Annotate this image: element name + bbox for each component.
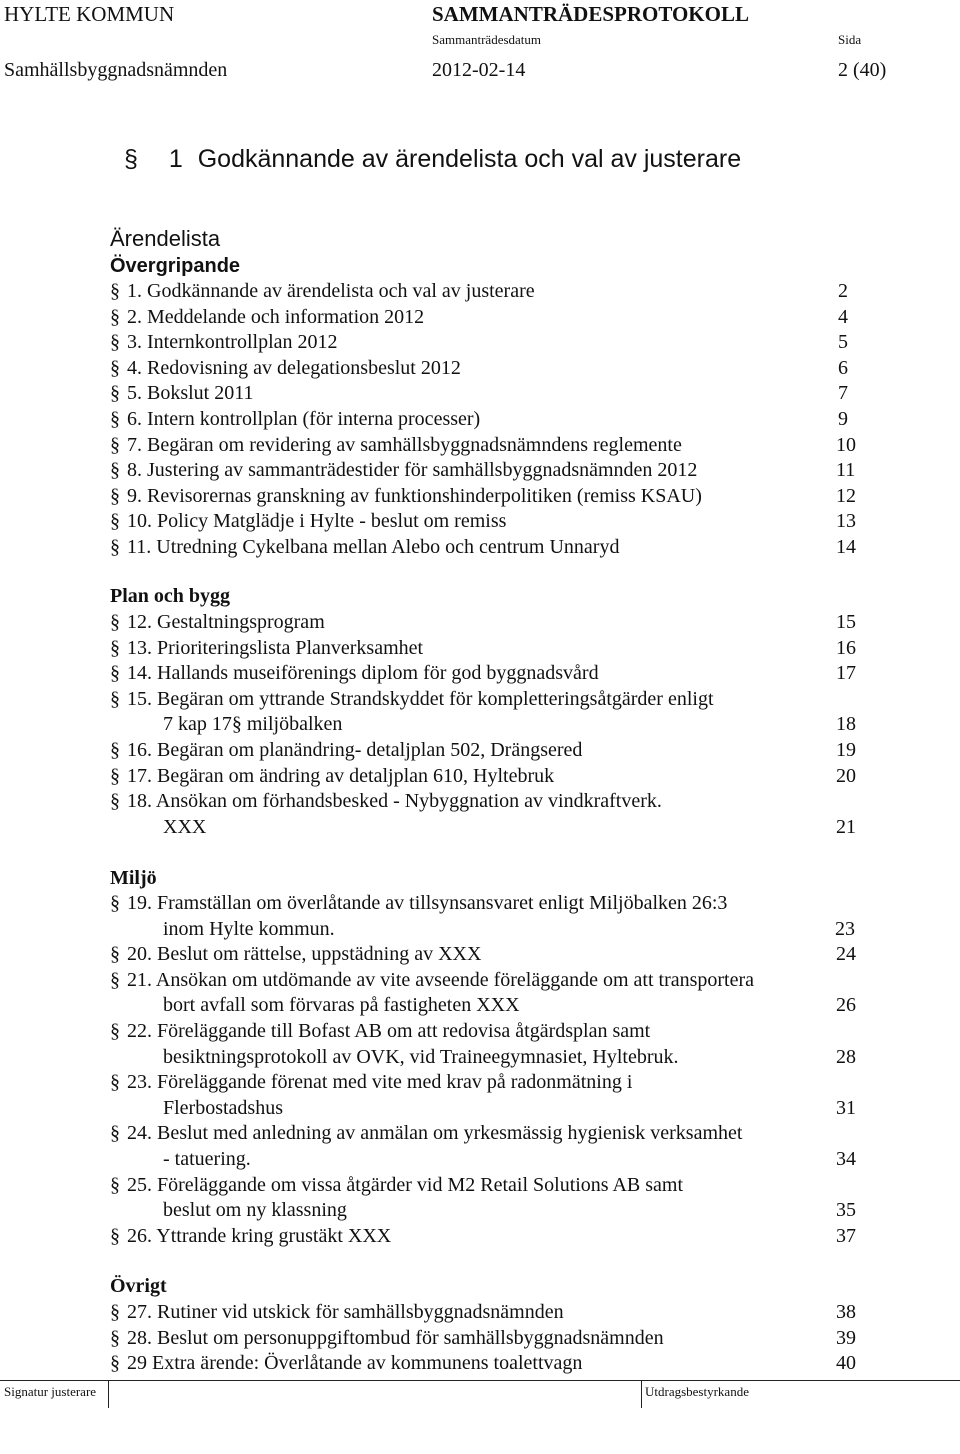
agenda-item-page: 14	[836, 536, 856, 558]
paragraph-symbol: §	[110, 637, 120, 659]
agenda-item-page: 11	[836, 459, 856, 481]
section-title: Godkännande av ärendelista och val av justerare	[197, 145, 742, 173]
agenda-item-row	[0, 968, 960, 993]
paragraph-symbol: §	[110, 1352, 120, 1374]
agenda-item-text: 19. Framställan om överlåtande av tillsynsansvaret enligt Miljöbalken 26:3	[127, 892, 728, 914]
agenda-item-text: 3. Internkontrollplan 2012	[127, 331, 338, 353]
agenda-item-row	[0, 1224, 960, 1249]
agenda-item-text: 10. Policy Matglädje i Hylte - beslut om remiss	[127, 510, 507, 532]
agenda-heading: Ärendelista	[110, 226, 221, 251]
paragraph-symbol: §	[110, 739, 120, 761]
agenda-item-text: 7 kap 17§ miljöbalken	[163, 713, 343, 735]
agenda-item-text: inom Hylte kommun.	[163, 918, 335, 940]
agenda-item-page: 7	[838, 382, 848, 404]
agenda-item-page: 40	[836, 1352, 856, 1374]
paragraph-symbol: §	[110, 357, 120, 379]
agenda-item-text: 28. Beslut om personuppgiftombud för samhällsbyggnadsnämnden	[127, 1327, 664, 1349]
paragraph-symbol: §	[110, 536, 120, 558]
agenda-item-page: 16	[836, 637, 856, 659]
agenda-item-page: 10	[836, 434, 856, 456]
paragraph-symbol: §	[110, 790, 120, 812]
agenda-item-text: 7. Begäran om revidering av samhällsbyggnadsnämndens reglemente	[127, 434, 682, 456]
agenda-item-page: 21	[836, 816, 856, 838]
extract-label: Utdragsbestyrkande	[645, 1384, 749, 1399]
agenda-item-text: 14. Hallands museiförenings diplom för god byggnadsvård	[127, 662, 599, 684]
agenda-item-text: 25. Föreläggande om vissa åtgärder vid M2 Retail Solutions AB samt	[127, 1174, 684, 1196]
agenda-group-title: Plan och bygg	[110, 585, 231, 607]
agenda-item-text: 23. Föreläggande förenat med vite med krav på radonmätning i	[127, 1071, 633, 1093]
paragraph-symbol: §	[110, 382, 120, 404]
paragraph-symbol: §	[110, 1327, 120, 1349]
agenda-item-row	[0, 1045, 960, 1070]
agenda-item-row	[0, 661, 960, 686]
agenda-item-row	[0, 891, 960, 916]
agenda-item-text: 29 Extra ärende: Överlåtande av kommunens toalettvagn	[127, 1352, 583, 1374]
agenda-item-text: bort avfall som förvaras på fastigheten XXX	[163, 994, 520, 1016]
paragraph-symbol: §	[110, 510, 120, 532]
agenda-item-text: 8. Justering av sammanträdestider för samhällsbyggnadsnämnden 2012	[127, 459, 698, 481]
agenda-item-row	[0, 942, 960, 967]
agenda-item-row	[0, 917, 960, 942]
agenda-item-page: 37	[836, 1225, 856, 1247]
agenda-item-row	[0, 1019, 960, 1044]
agenda-item-row	[0, 687, 960, 712]
agenda-item-text: 17. Begäran om ändring av detaljplan 610, Hyltebruk	[127, 765, 555, 787]
paragraph-symbol: §	[110, 331, 120, 353]
agenda-item-page: 19	[836, 739, 856, 761]
agenda-item-text: 22. Föreläggande till Bofast AB om att redovisa åtgärdsplan samt	[127, 1020, 651, 1042]
agenda-item-row	[0, 1173, 960, 1198]
agenda-item-text: 18. Ansökan om förhandsbesked - Nybyggnation av vindkraftverk.	[127, 790, 662, 812]
committee-name: Samhällsbyggnadsnämnden	[4, 59, 228, 81]
agenda-item-text: 6. Intern kontrollplan (för interna processer)	[127, 408, 481, 430]
agenda-item-text: besiktningsprotokoll av OVK, vid Traineegymnasiet, Hyltebruk.	[163, 1046, 679, 1068]
agenda-item-page: 5	[838, 331, 848, 353]
date-label: Sammanträdesdatum	[432, 32, 542, 47]
agenda-item-page: 24	[836, 943, 856, 965]
agenda-item-text: 21. Ansökan om utdömande av vite avseende föreläggande om att transportera	[127, 969, 755, 991]
agenda-item-text: 15. Begäran om yttrande Strandskyddet för kompletteringsåtgärder enligt	[127, 688, 714, 710]
agenda-item-row	[0, 815, 960, 840]
agenda-item-page: 26	[836, 994, 856, 1016]
paragraph-symbol: §	[110, 969, 120, 991]
agenda-item-row	[0, 1096, 960, 1121]
agenda-item-page: 38	[836, 1301, 856, 1323]
agenda-item-page: 15	[836, 611, 856, 633]
agenda-item-page: 4	[838, 306, 848, 328]
agenda-item-text: 5. Bokslut 2011	[127, 382, 254, 404]
page-label: Sida	[838, 32, 862, 47]
agenda-item-page: 20	[836, 765, 856, 787]
paragraph-symbol: §	[110, 485, 120, 507]
footer-col-divider-left	[108, 1380, 109, 1408]
agenda-item-text: 4. Redovisning av delegationsbeslut 2012	[127, 357, 461, 379]
agenda-item-row	[0, 458, 960, 483]
agenda-item-row	[0, 381, 960, 406]
paragraph-symbol: §	[110, 765, 120, 787]
paragraph-symbol: §	[110, 459, 120, 481]
agenda-item-page: 39	[836, 1327, 856, 1349]
agenda-item-text: XXX	[163, 816, 207, 838]
agenda-item-text: Flerbostadshus	[163, 1097, 283, 1119]
footer-divider	[0, 1380, 960, 1381]
paragraph-symbol: §	[110, 1122, 120, 1144]
agenda-item-text: 2. Meddelande och information 2012	[127, 306, 425, 328]
agenda-item-text: 20. Beslut om rättelse, uppstädning av XXX	[127, 943, 482, 965]
section-heading	[124, 144, 741, 174]
agenda-item-row	[0, 636, 960, 661]
agenda-item-row	[0, 712, 960, 737]
agenda-item-row	[0, 330, 960, 355]
agenda-item-row	[0, 1198, 960, 1223]
agenda-item-row	[0, 610, 960, 635]
agenda-item-page: 18	[836, 713, 856, 735]
agenda-item-page: 12	[836, 485, 856, 507]
document-type: SAMMANTRÄDESPROTOKOLL	[432, 2, 749, 26]
agenda-item-row	[0, 1121, 960, 1146]
agenda-item-page: 17	[836, 662, 856, 684]
paragraph-symbol: §	[110, 662, 120, 684]
org-name: HYLTE KOMMUN	[4, 2, 175, 26]
agenda-item-page: 28	[836, 1046, 856, 1068]
agenda-item-text: 16. Begäran om planändring- detaljplan 502, Drängsered	[127, 739, 583, 761]
agenda-item-page: 13	[836, 510, 856, 532]
agenda-item-page: 34	[836, 1148, 856, 1170]
agenda-item-row	[0, 279, 960, 304]
agenda-item-row	[0, 1070, 960, 1095]
agenda-item-text: - tatuering.	[163, 1148, 251, 1170]
agenda-item-row	[0, 993, 960, 1018]
agenda-item-text: 11. Utredning Cykelbana mellan Alebo och centrum Unnaryd	[127, 536, 620, 558]
agenda-item-page: 6	[838, 357, 848, 379]
agenda-item-row	[0, 1326, 960, 1351]
agenda-group-title: Övrigt	[110, 1275, 167, 1297]
agenda-item-text: beslut om ny klassning	[163, 1199, 347, 1221]
paragraph-symbol: §	[110, 892, 120, 914]
agenda-item-row	[0, 407, 960, 432]
agenda-group-title: Miljö	[110, 867, 157, 889]
agenda-item-row	[0, 305, 960, 330]
agenda-item-page: 2	[838, 280, 848, 302]
agenda-item-row	[0, 764, 960, 789]
agenda-item-page: 9	[838, 408, 848, 430]
paragraph-symbol: §	[110, 434, 120, 456]
agenda-group-title: Övergripande	[110, 255, 241, 277]
paragraph-symbol: §	[110, 1174, 120, 1196]
agenda-item-text: 27. Rutiner vid utskick för samhällsbyggnadsnämnden	[127, 1301, 564, 1323]
meeting-date: 2012-02-14	[432, 59, 526, 81]
agenda-item-text: 1. Godkännande av ärendelista och val av justerare	[127, 280, 535, 302]
footer-col-divider-mid	[641, 1380, 642, 1408]
page-number: 2 (40)	[838, 59, 887, 81]
agenda-item-row	[0, 789, 960, 814]
paragraph-symbol: §	[110, 408, 120, 430]
signature-label: Signatur justerare	[4, 1384, 97, 1399]
agenda-item-row	[0, 1300, 960, 1325]
agenda-item-row	[0, 356, 960, 381]
agenda-item-row	[0, 535, 960, 560]
agenda-item-page: 23	[835, 918, 855, 940]
agenda-item-text: 12. Gestaltningsprogram	[127, 611, 325, 633]
agenda-item-row	[0, 433, 960, 458]
paragraph-symbol: §	[110, 688, 120, 710]
paragraph-symbol: §	[110, 1071, 120, 1093]
section-number: 1	[168, 145, 183, 173]
paragraph-symbol: §	[110, 280, 120, 302]
agenda-item-text: 9. Revisorernas granskning av funktionshinderpolitiken (remiss KSAU)	[127, 485, 702, 507]
agenda-item-row	[0, 484, 960, 509]
paragraph-symbol: §	[110, 611, 120, 633]
agenda-item-page: 31	[836, 1097, 856, 1119]
paragraph-symbol: §	[110, 1225, 120, 1247]
agenda-item-text: 13. Prioriteringslista Planverksamhet	[127, 637, 424, 659]
agenda-item-row	[0, 1147, 960, 1172]
paragraph-symbol: §	[110, 943, 120, 965]
agenda-item-text: 24. Beslut med anledning av anmälan om yrkesmässig hygienisk verksamhet	[127, 1122, 743, 1144]
paragraph-symbol: §	[110, 1301, 120, 1323]
agenda-item-page: 35	[836, 1199, 856, 1221]
agenda-item-text: 26. Yttrande kring grustäkt XXX	[127, 1225, 392, 1247]
agenda-item-row	[0, 738, 960, 763]
agenda-item-row	[0, 509, 960, 534]
section-symbol: §	[124, 145, 138, 173]
paragraph-symbol: §	[110, 306, 120, 328]
paragraph-symbol: §	[110, 1020, 120, 1042]
agenda-item-row	[0, 1351, 960, 1376]
